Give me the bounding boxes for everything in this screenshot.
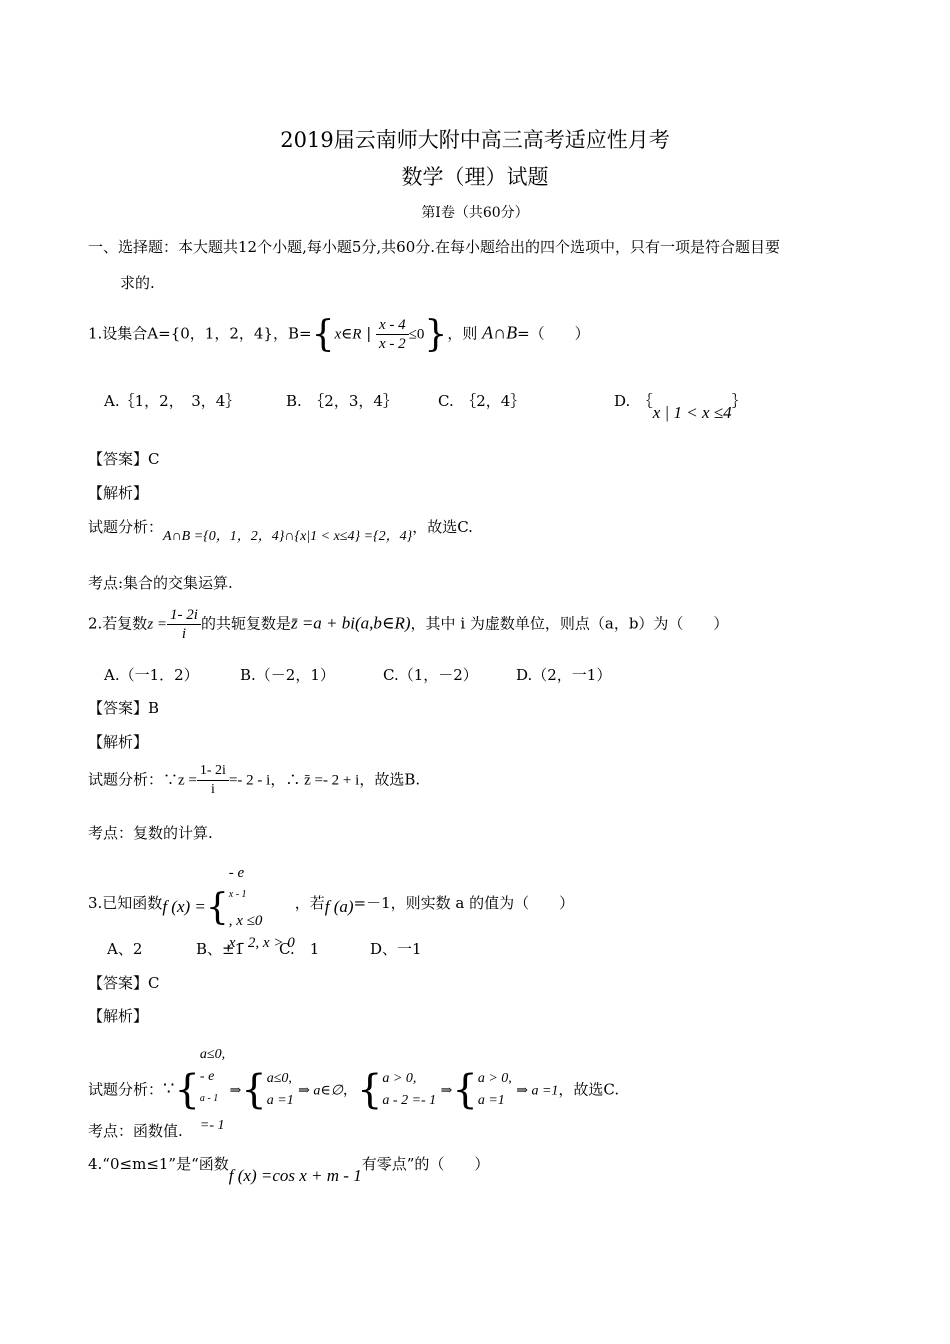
q2-option-b: B.（－2，1） (240, 666, 335, 684)
q1-option-a: A.｛1，2， 3，4｝ (104, 392, 241, 410)
q3-option-b: B、±1 (196, 940, 245, 958)
q1-fraction: $\frac{x - 4}{x - 2}$ (376, 316, 409, 353)
q3-answer: 【答案】C (88, 974, 160, 992)
q1-answer: 【答案】C (88, 450, 160, 468)
q1-kaodian: 考点:集合的交集运算. (88, 574, 233, 592)
q3-kaodian: 考点：函数值. (88, 1122, 183, 1140)
q1-set-left: x∈R (334, 326, 362, 343)
q1-stem-a: 1.设集合A={0，1，2，4}，B= (88, 324, 312, 343)
q2-analysis: 试题分析：∵z = $\frac{1- 2i}{i}$ =- 2 - i，∴ z̄ =- 2 + i，故选B. (88, 763, 421, 797)
title-line1: 2019届云南师大附中高三高考适应性月考 (280, 128, 670, 152)
section-heading: 一、选择题：本大题共12个小题,每小题5分,共60分.在每小题给出的四个选项中，只有一项是符合题目要 (88, 238, 781, 256)
q1-option-d: D. ｛x | 1 < x ≤4｝ (614, 392, 747, 422)
q3-option-a: A、2 (107, 940, 143, 958)
q4-stem: 4.“0≤m≤1”是“函数f (x) =cos x + m - 1有零点”的（ ） (88, 1155, 490, 1185)
q2-kaodian: 考点：复数的计算. (88, 824, 213, 842)
q3-analysis: 试题分析：∵{ a≤0, - e $^{a - 1}$ =- 1 ⇒{ a≤0, a =1 ⇒ a∈∅，{ a > 0, a - 2 =- 1 ⇒{ a > 0, a =1 ⇒ a =1，故选C. (88, 1047, 620, 1133)
q3-jiexi: 【解析】 (88, 1007, 149, 1025)
q2-option-d: D.（2，一1） (516, 666, 612, 684)
section-heading-cont: 求的. (120, 274, 155, 292)
q1-set-right: ≤0 (408, 326, 425, 343)
q2-option-c: C.（1，－2） (383, 666, 478, 684)
q1-stem: 1.设集合A={0，1，2，4}，B={x∈R | $\frac{x - 4}{x - 2}$ ≤0}，则 A∩B=（ ） (88, 313, 590, 355)
q2-option-a: A.（一1．2） (104, 666, 199, 684)
q1-expr: A∩B (482, 322, 518, 343)
title-line2: 数学（理）试题 (401, 165, 549, 189)
q2-stem: 2.若复数z = $\frac{1- 2i}{i}$ 的共轭复数是z̄ =a + bi(a,b∈R)，其中 i 为虚数单位，则点（a，b）为（ ） (88, 607, 729, 642)
q1-analysis: 试题分析：A∩B ={0，1，2，4}∩{x|1 < x≤4} ={2，4}，故选C. (88, 518, 473, 544)
q2-answer: 【答案】B (88, 699, 160, 717)
q1-jiexi: 【解析】 (88, 484, 149, 502)
q1-option-c: C. ｛2，4｝ (438, 392, 526, 410)
q1-option-b: B. ｛2，3，4｝ (286, 392, 398, 410)
q2-jiexi: 【解析】 (88, 733, 149, 751)
q3-option-d: D、一1 (370, 940, 422, 958)
volume-label: 第Ⅰ卷（共60分） (421, 205, 529, 221)
q3-stem: 3.已知函数f (x) ={ - e $^{x - 1}$ , x ≤0 x - 2, x > 0 ，若f (a)=－1，则实数 a 的值为（ ） (88, 865, 575, 951)
q3-option-c: C. 1 (279, 940, 320, 958)
